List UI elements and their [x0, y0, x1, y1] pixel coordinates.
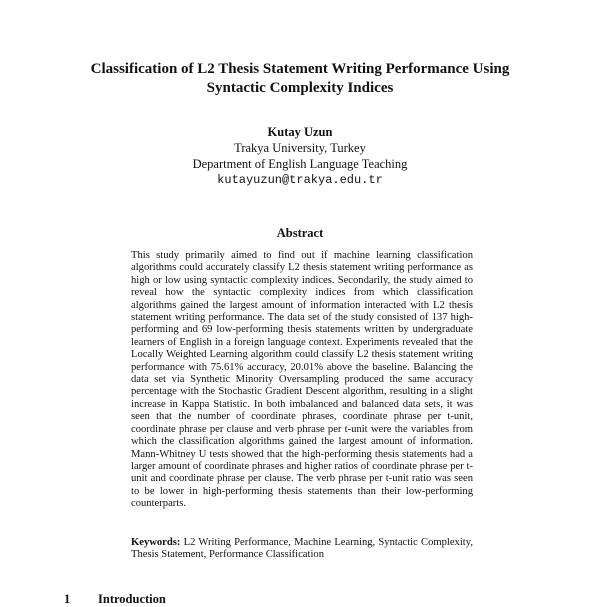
author-affiliation: Trakya University, Turkey [234, 141, 366, 155]
paper-title-line-2: Syntactic Complexity Indices [206, 80, 394, 96]
section-number: 1 [64, 592, 71, 606]
abstract-heading: Abstract [276, 226, 324, 240]
section-heading [64, 591, 166, 607]
author-name: Kutay Uzun [267, 125, 333, 139]
author-block [100, 124, 500, 188]
author-email[interactable]: kutayuzun@trakya.edu.tr [217, 173, 383, 187]
author-department: Department of English Language Teaching [192, 157, 408, 171]
keywords [131, 537, 473, 562]
paper-title [60, 60, 540, 98]
keywords-text: L2 Writing Performance, Machine Learning, Syntactic Complexity, Thesis Statement, Performance Classification [131, 537, 473, 561]
keywords-label: Keywords: [131, 537, 181, 548]
section-title: Introduction [98, 592, 166, 606]
paper-title-line-1: Classification of L2 Thesis Statement Writing Performance Using [90, 61, 510, 77]
abstract-body: This study primarily aimed to find out if machine learning classification algorithms could accurately classify L2 thesis statement writing performance as high or low using syntactic complexity indices. Secondarily, the study aimed to reveal how the syntactic complexity indices from which classification algorithms gained the largest amount of information interacted with L2 thesis statement writing performance. The data set of the study consisted of 137 high-performing and 69 low-performing thesis statements written by undergraduate learners of English in a foreign language context. Experiments revealed that the Locally Weighted Learning algorithm could classify L2 thesis statement writing performance with 75.61% accuracy, 20.01% above the baseline. Balancing the data set via Synthetic Minority Oversampling produced the same accuracy percentage with the Stochastic Gradient Descent algorithm, resulting in a slight increase in Kappa Statistic. In both imbalanced and balanced data sets, it was seen that the number of coordinate phrases, coordinate phrase per t-unit, coordinate phrase per clause and verb phrase per t-unit were the variables from which the classification algorithms gained the largest amount of information. Mann-Whitney U tests showed that the high-performing thesis statements had a larger amount of coordinate phrases and higher ratios of coordinate phrase per t-unit and coordinate phrase per clause. The verb phrase per t-unit ratio was seen to be lower in high-performing thesis statements than their low-performing counterparts. [131, 250, 473, 510]
